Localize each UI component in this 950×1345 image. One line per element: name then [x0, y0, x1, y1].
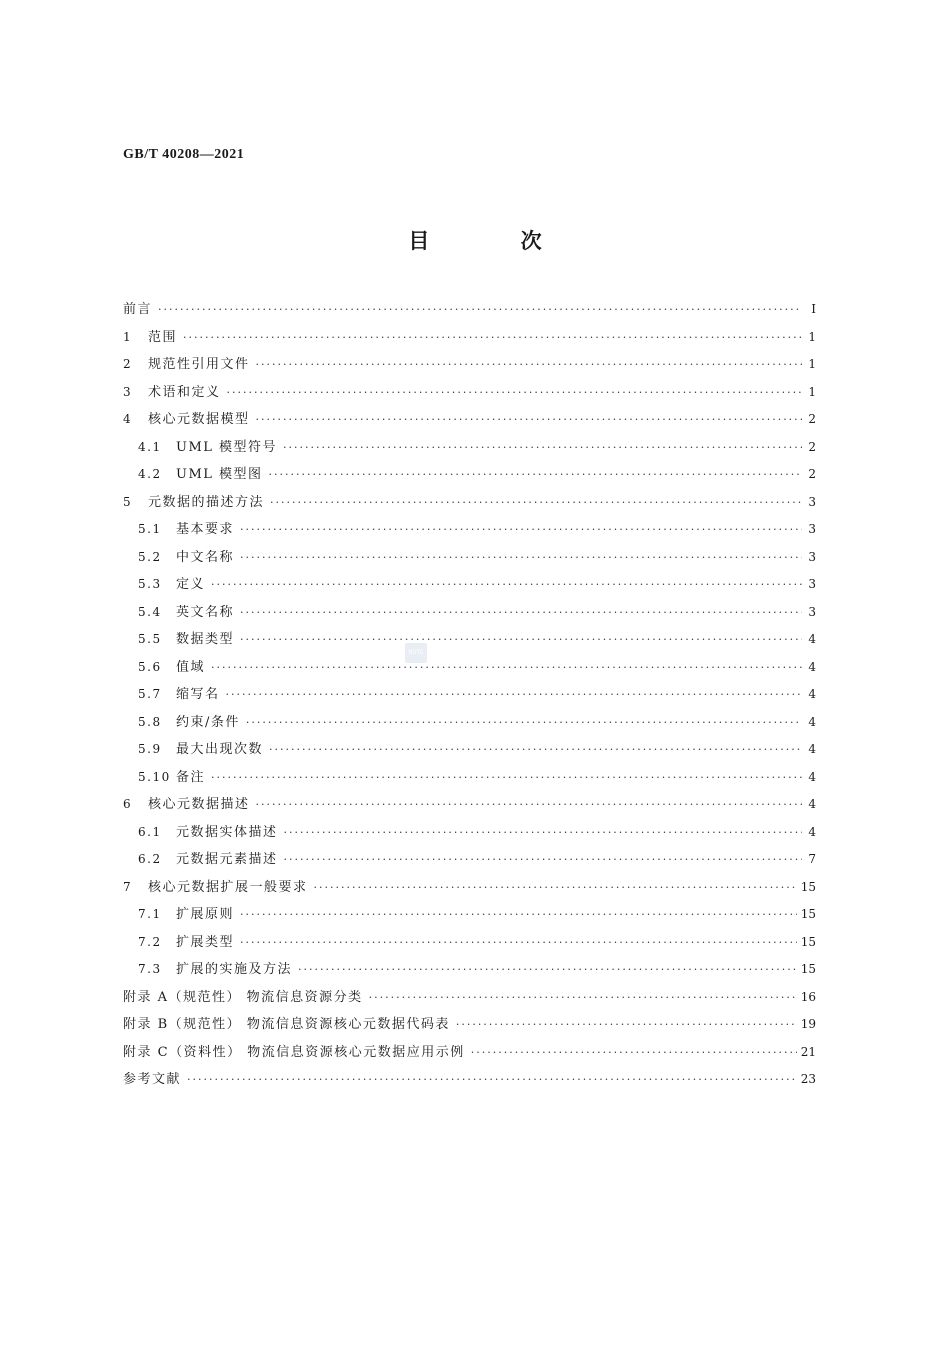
- toc-dot-leader: [158, 296, 802, 324]
- toc-entry-page: 15: [800, 934, 816, 949]
- toc-entry-page: 15: [800, 879, 816, 894]
- toc-entry-label: 基本要求: [176, 522, 235, 537]
- toc-entry[interactable]: [123, 681, 816, 709]
- toc-entry-number: 6.2: [138, 852, 162, 866]
- toc-entry[interactable]: [123, 874, 816, 902]
- toc-entry-label: 术语和定义: [148, 384, 221, 400]
- toc-dot-leader: [240, 929, 797, 957]
- toc-entry-number: 5.3: [138, 577, 162, 591]
- toc-entry-label: 扩展的实施及方法: [176, 962, 293, 977]
- toc-dot-leader: [314, 874, 797, 902]
- toc-dot-leader: [284, 846, 802, 874]
- toc-dot-leader: [256, 791, 802, 819]
- toc-entry-page: 3: [808, 522, 816, 536]
- toc-entry-number: 4.2: [138, 467, 162, 481]
- toc-entry[interactable]: [123, 461, 816, 489]
- toc-dot-leader: [256, 351, 802, 379]
- toc-entry[interactable]: [123, 351, 816, 379]
- toc-entry-label: 英文名称: [176, 604, 235, 620]
- toc-entry-label: 备注: [176, 769, 206, 785]
- toc-entry-page: 2: [808, 439, 816, 454]
- toc-entry-number: 1: [123, 329, 133, 344]
- toc-entry-label: 缩写名: [176, 687, 220, 702]
- toc-entry[interactable]: [123, 736, 816, 764]
- toc-entry-page: 15: [800, 907, 816, 921]
- toc-dot-leader: [471, 1039, 797, 1067]
- toc-dot-leader: [240, 544, 802, 572]
- table-of-contents: [123, 296, 816, 1094]
- toc-entry-label: UML 模型图: [176, 467, 263, 482]
- toc-entry[interactable]: [123, 1066, 816, 1094]
- toc-entry-page: 4: [808, 659, 816, 674]
- toc-entry-label: 核心元数据扩展一般要求: [148, 879, 308, 895]
- toc-entry-page: 19: [800, 1017, 816, 1031]
- toc-entry-number: 4: [123, 412, 133, 426]
- toc-entry[interactable]: [123, 626, 816, 654]
- toc-dot-leader: [270, 489, 802, 517]
- toc-dot-leader: [211, 654, 802, 682]
- toc-entry-label: 定义: [176, 577, 206, 592]
- toc-entry-number: 7: [123, 879, 133, 894]
- page-title: 目 次: [408, 229, 584, 253]
- toc-entry-page: 4: [808, 714, 816, 729]
- toc-entry-number: 5.6: [138, 659, 162, 674]
- toc-entry[interactable]: [123, 654, 816, 682]
- toc-entry[interactable]: [123, 929, 816, 957]
- toc-entry-label: 数据类型: [176, 632, 235, 647]
- toc-entry-page: 21: [800, 1044, 816, 1059]
- toc-dot-leader: [183, 324, 802, 352]
- toc-entry-number: 5.1: [138, 522, 162, 536]
- toc-entry-page: 4: [808, 797, 816, 811]
- toc-entry-label: 值域: [176, 659, 206, 675]
- toc-entry[interactable]: [123, 709, 816, 737]
- toc-entry-label: UML 模型符号: [176, 439, 278, 455]
- toc-entry[interactable]: [123, 434, 816, 462]
- toc-dot-leader: [269, 461, 802, 489]
- toc-entry-page: 1: [808, 357, 816, 371]
- toc-entry-label: 参考文献: [123, 1072, 182, 1087]
- toc-entry[interactable]: [123, 296, 816, 324]
- toc-entry-page: 3: [808, 604, 816, 619]
- toc-entry-page: 7: [808, 852, 816, 866]
- toc-entry[interactable]: [123, 571, 816, 599]
- toc-dot-leader: [284, 819, 802, 847]
- toc-entry-number: 6: [123, 797, 133, 811]
- toc-entry-page: I: [811, 302, 816, 316]
- toc-entry-number: 7.2: [138, 934, 162, 949]
- toc-entry-page: 4: [808, 632, 816, 646]
- toc-entry[interactable]: [123, 764, 816, 792]
- toc-entry-label: 规范性引用文件: [148, 357, 250, 372]
- toc-entry-label: 前言: [123, 302, 153, 317]
- toc-entry-label: 核心元数据模型: [148, 412, 250, 427]
- toc-dot-leader: [240, 516, 802, 544]
- toc-entry[interactable]: [123, 516, 816, 544]
- toc-dot-leader: [240, 901, 797, 929]
- toc-entry-label: 元数据元素描述: [176, 852, 278, 867]
- toc-entry-number: 5.9: [138, 742, 162, 756]
- toc-entry-number: 5.7: [138, 687, 162, 701]
- toc-entry-number: 2: [123, 357, 133, 371]
- toc-entry[interactable]: [123, 1039, 816, 1067]
- toc-entry-page: 4: [808, 769, 816, 784]
- toc-entry[interactable]: [123, 489, 816, 517]
- toc-entry-number: 4.1: [138, 439, 162, 454]
- toc-entry-page: 23: [800, 1072, 816, 1086]
- toc-entry-page: 4: [808, 687, 816, 701]
- toc-dot-leader: [298, 956, 797, 984]
- toc-entry-page: 2: [808, 412, 816, 426]
- toc-entry-page: 4: [808, 824, 816, 839]
- toc-dot-leader: [211, 764, 802, 792]
- toc-entry-page: 1: [808, 384, 816, 399]
- toc-entry[interactable]: [123, 406, 816, 434]
- toc-dot-leader: [240, 626, 802, 654]
- toc-entry-number: 6.1: [138, 824, 162, 839]
- toc-dot-leader: [226, 681, 802, 709]
- toc-dot-leader: [187, 1066, 797, 1094]
- toc-entry-number: 5.2: [138, 549, 162, 564]
- toc-entry-page: 1: [808, 329, 816, 344]
- toc-dot-leader: [269, 736, 802, 764]
- toc-dot-leader: [211, 571, 802, 599]
- toc-entry-page: 16: [800, 989, 816, 1004]
- toc-dot-leader: [283, 434, 802, 462]
- toc-entry-label: 核心元数据描述: [148, 797, 250, 812]
- toc-entry-page: 15: [800, 962, 816, 976]
- toc-entry-number: 5.10: [138, 769, 171, 784]
- toc-entry-number: 5: [123, 494, 133, 509]
- toc-entry-number: 7.1: [138, 907, 162, 921]
- toc-entry-label: 扩展类型: [176, 934, 235, 950]
- toc-entry-page: 4: [808, 742, 816, 756]
- toc-entry-label: 约束/条件: [176, 714, 240, 730]
- toc-entry-number: 3: [123, 384, 133, 399]
- toc-entry-number: 5.4: [138, 604, 162, 619]
- toc-dot-leader: [240, 599, 802, 627]
- toc-entry[interactable]: [123, 901, 816, 929]
- toc-entry-page: 3: [808, 494, 816, 509]
- toc-entry-label: 中文名称: [176, 549, 235, 565]
- toc-dot-leader: [369, 984, 797, 1012]
- toc-entry-page: 3: [808, 549, 816, 564]
- toc-entry[interactable]: [123, 324, 816, 352]
- toc-entry-page: 3: [808, 577, 816, 591]
- toc-entry-label: 附录 C（资料性） 物流信息资源核心元数据应用示例: [123, 1044, 465, 1060]
- toc-entry[interactable]: [123, 846, 816, 874]
- toc-entry[interactable]: [123, 956, 816, 984]
- toc-entry-label: 最大出现次数: [176, 742, 264, 757]
- toc-entry-label: 元数据实体描述: [176, 824, 278, 840]
- toc-dot-leader: [256, 406, 802, 434]
- toc-entry-label: 扩展原则: [176, 907, 235, 922]
- toc-entry[interactable]: [123, 1011, 816, 1039]
- toc-entry-label: 元数据的描述方法: [148, 494, 265, 510]
- toc-entry-number: 5.8: [138, 714, 162, 729]
- toc-entry[interactable]: [123, 544, 816, 572]
- watermark-logo: NSTC: [405, 643, 427, 663]
- toc-entry-label: 范围: [148, 329, 178, 345]
- toc-entry[interactable]: [123, 379, 816, 407]
- toc-entry[interactable]: [123, 984, 816, 1012]
- standard-code: GB/T 40208—2021: [123, 147, 245, 162]
- toc-entry-number: 5.5: [138, 632, 162, 646]
- toc-entry-label: 附录 B（规范性） 物流信息资源核心元数据代码表: [123, 1017, 450, 1032]
- toc-dot-leader: [246, 709, 802, 737]
- toc-dot-leader: [456, 1011, 797, 1039]
- toc-entry-label: 附录 A（规范性） 物流信息资源分类: [123, 989, 363, 1005]
- toc-entry-number: 7.3: [138, 962, 162, 976]
- toc-entry-page: 2: [808, 467, 816, 481]
- toc-entry[interactable]: [123, 819, 816, 847]
- toc-entry[interactable]: [123, 791, 816, 819]
- toc-dot-leader: [227, 379, 802, 407]
- toc-entry[interactable]: [123, 599, 816, 627]
